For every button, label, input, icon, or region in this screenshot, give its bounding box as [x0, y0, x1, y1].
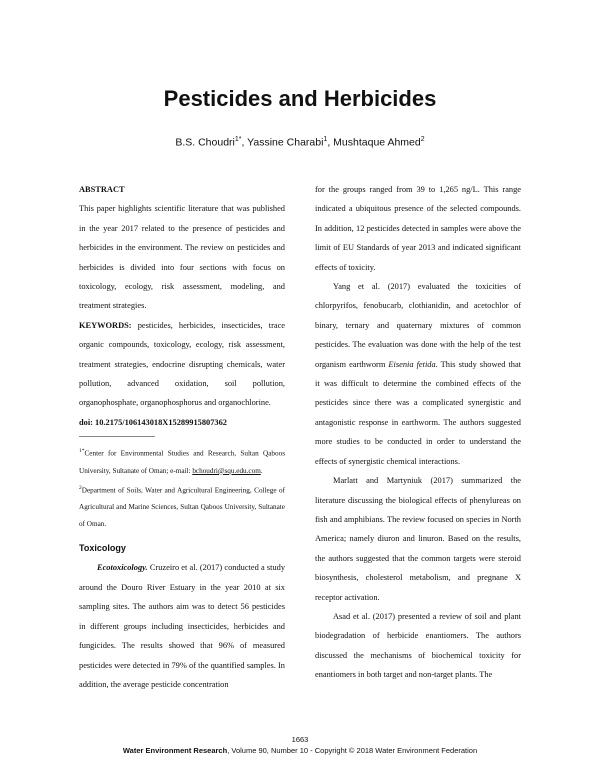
right-paragraph-3: Marlatt and Martyniuk (2017) summarized the literature discussing the biological effects of phenylureas on fish and amphibians. The review focused on species in North America; namely diuron and linuron. Based on the results, the authors suggested that the common targets were steroid biosynthesis, cholesterol metabolism, and pregnane X receptor activation.	[315, 476, 521, 602]
author-1: B.S. Choudri	[175, 136, 235, 149]
species-name: Eisenia fetida	[388, 359, 436, 369]
footnote-2-text: Department of Soils, Water and Agricultural Engineering, College of Agricultural and Marine Sciences, Sultan Qaboos University, Sultanate of Oman.	[79, 486, 285, 529]
footnote-1-end: .	[260, 466, 263, 475]
footnote-1-text: Center for Environmental Studies and Research, Sultan Qaboos University, Sultanate of Oman; e-mail:	[79, 449, 285, 475]
journal-footer	[0, 746, 600, 755]
keywords-paragraph	[79, 316, 285, 413]
footnote-2-marker: 2	[79, 484, 82, 491]
journal-citation: , Volume 90, Number 10 - Copyright © 2018 Water Environment Federation	[227, 746, 478, 755]
right-paragraph-2-b: . This study showed that it was difficult to determine the combined effects of the pesticides since there was a complicated synergistic and antagonistic response in earthworm. The authors suggested more studies to be conducted in order to understand the effects of synergistic chemical interactions.	[315, 359, 522, 466]
ecotoxicology-paragraph	[79, 558, 285, 694]
author-3: Mushtaque Ahmed	[333, 136, 421, 149]
abstract-text: This paper highlights scientific literature that was published in the year 2017 related to the presence of pesticides and herbicides in the environment. The review on pesticides and herbicides is divided into four sections with focus on toxicology, ecology, risk assessment, modeling, and treatment strategies.	[79, 204, 285, 311]
author-1-affil: 1*	[234, 136, 242, 143]
author-2: Yassine Charabi	[247, 136, 324, 149]
footnote-1-marker: 1*	[79, 448, 85, 455]
right-column	[315, 180, 521, 685]
ecotoxicology-label: Ecotoxicology.	[97, 563, 148, 573]
right-paragraph-2-a: Yang et al. (2017) evaluated the toxicities of chlorpyrifos, fenobucarb, clothianidin, and acetochlor of binary, ternary and quaternary mixtures of common pesticides. The evaluation was done with the help of the test organism earthworm	[315, 282, 521, 369]
right-paragraph-4: Asad et al. (2017) presented a review of soil and plant biodegradation of herbicide enantiomers. The authors discussed the mechanisms of biochemical toxicity for enantiomers in both target and non-target plants. The	[315, 611, 521, 680]
footnote-divider	[79, 436, 155, 437]
left-column	[79, 180, 285, 694]
doi: doi: 10.2175/106143018X15289915807362	[79, 417, 227, 427]
toxicology-heading: Toxicology	[79, 543, 126, 554]
journal-name: Water Environment Research	[122, 746, 228, 755]
footnote-1	[79, 443, 285, 479]
page-number: 1663	[291, 735, 309, 744]
ecotoxicology-text: Cruzeiro et al. (2017) conducted a study around the Douro River Estuary in the year 2010 at six sampling sites. The authors aim was to detect 56 pesticides in different groups including insecticides, herbicides and fungicides. The results showed that 96% of measured pesticides were detected in 79% of the quantified samples. In addition, the average pesticide concentration	[79, 563, 286, 689]
author-line: B.S. Choudri$^{1*}$, Yassine Charabi$^1$, Mushtaque Ahmed$^2$	[175, 136, 425, 149]
abstract-heading: ABSTRACT	[79, 185, 125, 194]
author-3-affil: 2	[420, 136, 425, 143]
right-paragraph-2	[315, 277, 521, 471]
keywords-label: KEYWORDS:	[79, 320, 132, 330]
right-paragraph-1: for the groups ranged from 39 to 1,265 ng/L. This range indicated a ubiquitous presence of the selected compounds. In addition, 12 pesticides detected in samples were above the limit of EU Standards of year 2013 and indicated significant effects of toxicity.	[315, 185, 521, 272]
footnote-1-email[interactable]: bchoudri@squ.edu.com	[192, 466, 261, 475]
author-2-affil: 1	[323, 136, 328, 143]
paper-title: Pesticides and Herbicides	[163, 86, 437, 111]
keywords-text: pesticides, herbicides, insecticides, trace organic compounds, toxicology, ecology, risk assessment, treatment strategies, endocrine disrupting chemicals, water pollution, advanced oxidation, soil pollution, organophosphate, organophosphorus and organochlorine.	[79, 320, 286, 408]
footnote-2	[79, 480, 285, 533]
